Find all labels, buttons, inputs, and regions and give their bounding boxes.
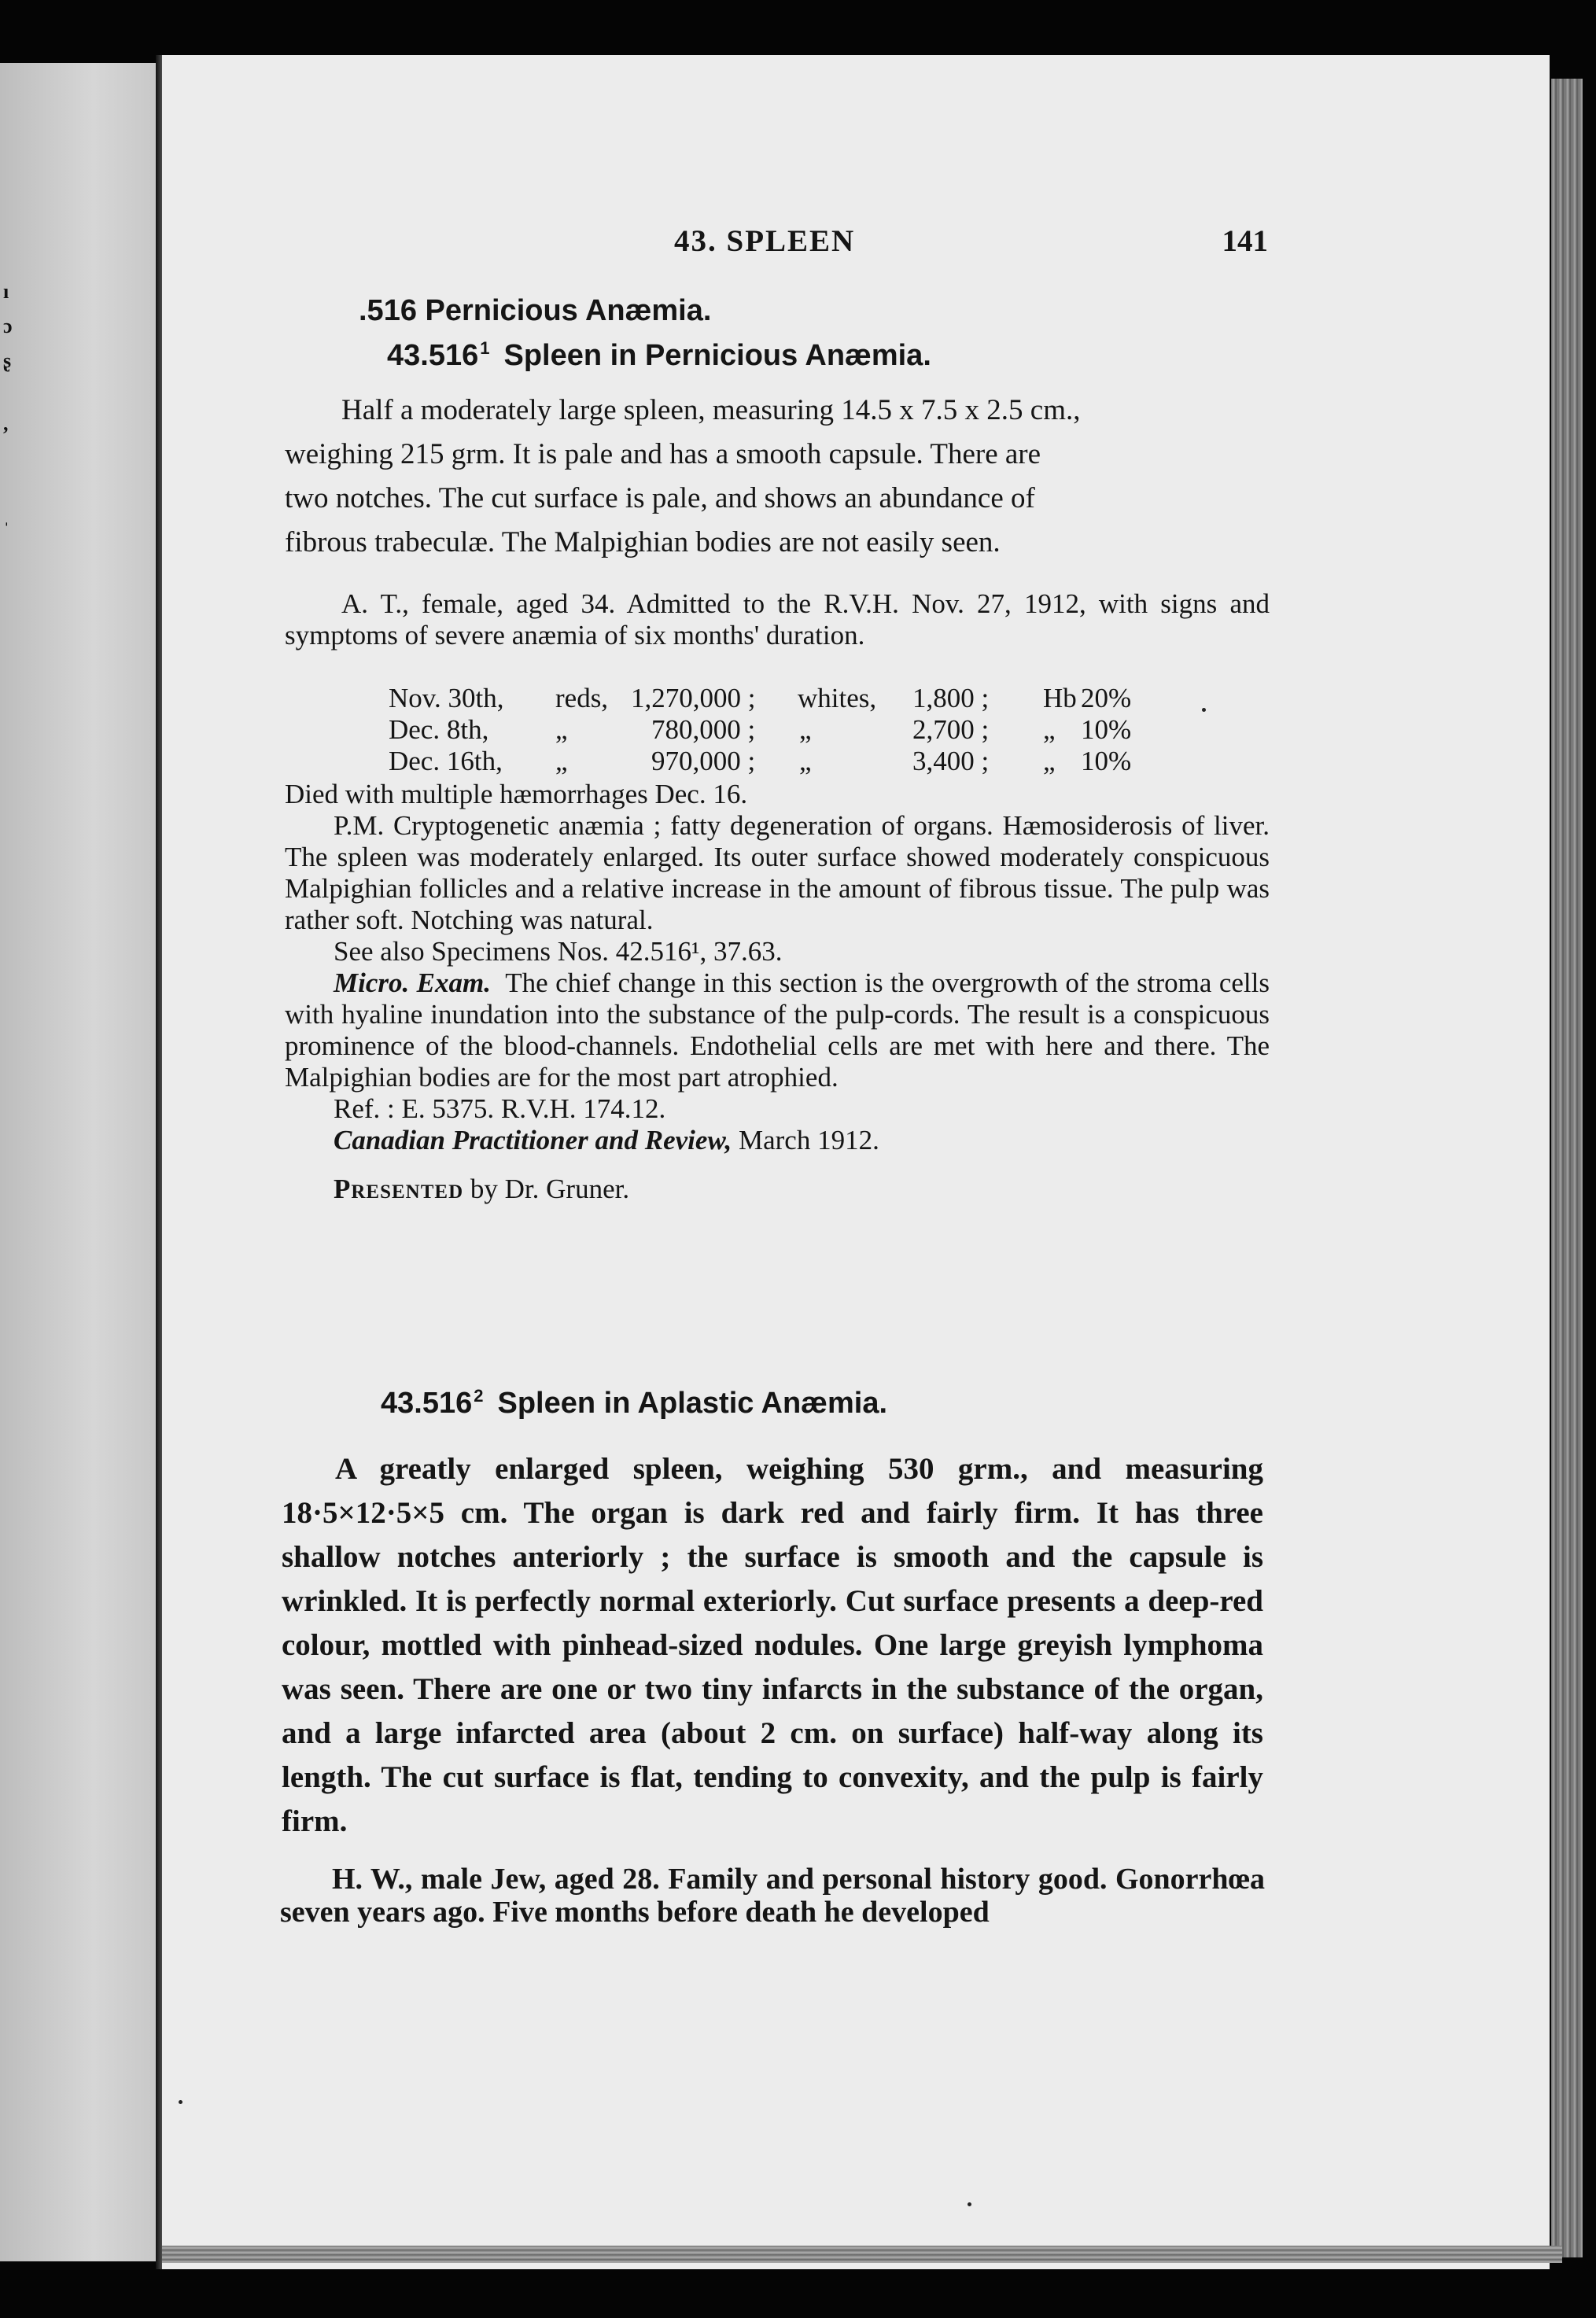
case-intro: H. W., male Jew, aged 28. Family and personal history good. Gonorrhœa seven years ago. Five months before death he developed — [280, 1863, 1265, 1929]
speck — [179, 2100, 182, 2104]
journal-date: March 1912. — [739, 1125, 879, 1155]
died-note: Died with multiple hæmorrhages Dec. 16. — [285, 779, 748, 809]
count-date: Nov. 30th, — [389, 683, 504, 713]
count-date: Dec. 8th, — [389, 714, 489, 745]
blood-count-row — [389, 714, 1159, 746]
page-stack-right-edge — [1551, 79, 1583, 2257]
post-mortem-note: P.M. Cryptogenetic anæmia ; fatty degeneration of organs. Hæmosiderosis of liver. The spleen was moderately enlarged. Its outer surface showed moderately conspicuous Malpighian follicles and a relative increase in the amount of fibrous tissue. The pulp was rather soft. Notching was natural. — [285, 810, 1270, 935]
count-hb: 10% — [1081, 746, 1132, 776]
facing-page-fragment-mark: , — [3, 412, 9, 435]
specimen-number: 43.516 — [387, 339, 479, 372]
count-date: Dec. 16th, — [389, 746, 503, 776]
speck — [1202, 708, 1206, 712]
specimen-1-heading — [387, 338, 931, 373]
count-whites-label: „ — [799, 746, 812, 776]
facing-page-fragment-mark: ı — [3, 280, 9, 303]
count-hb-label: „ — [1043, 714, 1056, 745]
page-number: 141 — [1222, 224, 1268, 258]
blood-count-row — [389, 746, 1159, 777]
count-hb: 20% — [1081, 683, 1132, 713]
presented-by-line — [285, 1174, 1270, 1205]
case-history-1 — [285, 588, 1270, 651]
micro-exam-text: The chief change in this section is the overgrowth of the stroma cells with hyaline inundation into the substance of the pulp-cords. The result is a conspicuous prominence of the blood-channels. Endothelial cells are met with here and there. The Malpighian bodies are for the most part atrophied. — [285, 967, 1270, 1093]
specimen-2-description — [282, 1447, 1263, 1844]
specimen-2-heading — [381, 1386, 887, 1421]
count-whites: 2,700 ; — [912, 714, 990, 745]
facing-page-edge — [0, 63, 156, 2261]
micro-exam-note — [285, 967, 1270, 1093]
running-head — [285, 223, 1268, 263]
description-line: two notches. The cut surface is pale, and shows an abundance of — [285, 482, 1035, 514]
micro-exam-label: Micro. Exam. — [334, 967, 492, 998]
case-intro: A. T., female, aged 34. Admitted to the R.V.H. Nov. 27, 1912, with signs and symptoms of severe anæmia of six months' duration. — [285, 588, 1270, 650]
presented-label: Presented — [334, 1174, 464, 1204]
journal-citation — [285, 1125, 1270, 1156]
facing-page-fragment-mark: ɔ — [3, 315, 13, 337]
count-whites-label: whites, — [798, 683, 877, 713]
running-head-section: 43. SPLEEN — [674, 224, 856, 258]
description-line: fibrous trabeculæ. The Malpighian bodies are not easily seen. — [285, 526, 1001, 558]
presented-by: by Dr. Gruner. — [470, 1174, 630, 1204]
see-also-note: See also Specimens Nos. 42.516¹, 37.63. — [334, 936, 783, 967]
reference-note: Ref. : E. 5375. R.V.H. 174.12. — [334, 1093, 666, 1124]
count-reds: 970,000 ; — [651, 746, 756, 776]
count-reds: 1,270,000 ; — [631, 683, 756, 713]
description-line: weighing 215 grm. It is pale and has a smooth capsule. There are — [285, 438, 1041, 470]
specimen-1-description — [285, 389, 1268, 565]
count-reds-label: „ — [555, 714, 568, 745]
specimen-title: Spleen in Pernicious Anæmia. — [503, 339, 931, 372]
speck — [968, 2202, 971, 2206]
count-whites: 1,800 ; — [912, 683, 990, 713]
count-whites-label: „ — [799, 714, 812, 745]
count-hb: 10% — [1081, 714, 1132, 745]
description-text: A greatly enlarged spleen, weighing 530 grm., and measuring 18·5×12·5×5 cm. The organ is dark red and fairly firm. It has three shallow notches anteriorly ; the surface is smooth and the capsule is wrinkled. It is perfectly normal exteriorly. Cut surface presents a deep-red colour, mottled with pinhead-sized nodules. One large greyish lymphoma was seen. There are one or two tiny infarcts in the substance of the organ, and a large infarcted area (about 2 cm. on surface) half-way along its length. The cut surface is flat, tending to convexity, and the pulp is fairly firm. — [282, 1452, 1263, 1838]
specimen-number: 43.516 — [381, 1387, 473, 1420]
case-history-1-continued — [285, 779, 1270, 1205]
specimen-superscript: 2 — [474, 1386, 484, 1406]
case-history-2 — [280, 1863, 1265, 1929]
count-hb-label: „ — [1043, 746, 1056, 776]
journal-title: Canadian Practitioner and Review, — [334, 1125, 732, 1155]
count-reds: 780,000 ; — [651, 714, 756, 745]
facing-page-fragment-mark: ˌ — [3, 503, 10, 526]
section-heading: .516 Pernicious Anæmia. — [359, 294, 712, 327]
count-reds-label: reds, — [555, 683, 609, 713]
count-hb-label: Hb — [1043, 683, 1077, 713]
count-whites: 3,400 ; — [912, 746, 990, 776]
description-line: Half a moderately large spleen, measuring 14.5 x 7.5 x 2.5 cm., — [341, 394, 1081, 426]
blood-count-row — [389, 683, 1159, 714]
page-stack-bottom-edge — [162, 2246, 1562, 2263]
specimen-superscript: 1 — [480, 338, 490, 358]
count-reds-label: „ — [555, 746, 568, 776]
specimen-title: Spleen in Aplastic Anæmia. — [497, 1387, 888, 1420]
facing-page-fragment-mark: ʂ — [3, 349, 12, 372]
